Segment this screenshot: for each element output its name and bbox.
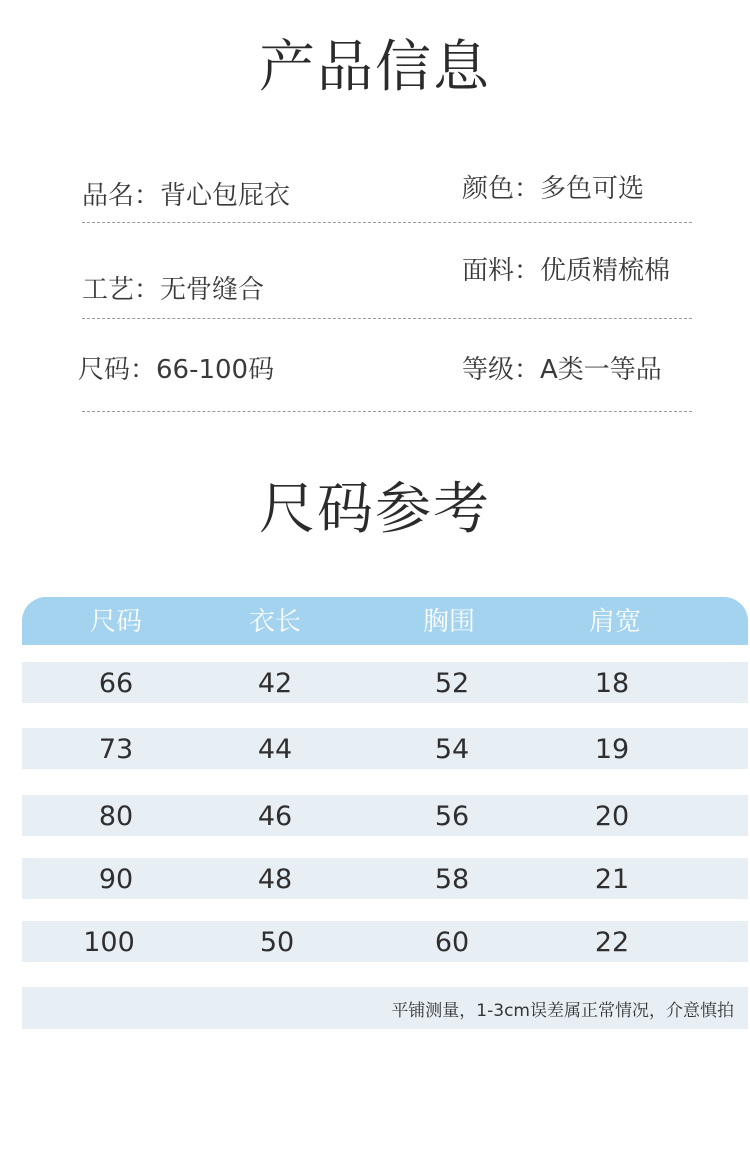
table-row bbox=[22, 728, 748, 769]
cell-size: 66 bbox=[98, 668, 134, 699]
cell-size: 73 bbox=[98, 734, 134, 765]
cell-length: 48 bbox=[257, 864, 293, 895]
color-text: 颜色：多色可选 bbox=[462, 174, 645, 204]
header-size: 尺码 bbox=[89, 607, 142, 637]
cell-length: 44 bbox=[257, 734, 293, 765]
measurement-note-bar bbox=[22, 987, 748, 1029]
cell-length: 42 bbox=[257, 668, 293, 699]
info-row-craft-fabric bbox=[82, 318, 692, 319]
cell-size: 100 bbox=[83, 927, 135, 958]
product-name-text: 品名：背心包屁衣 bbox=[82, 181, 291, 211]
cell-shoulder: 18 bbox=[594, 668, 630, 699]
table-row bbox=[22, 921, 748, 962]
product-info-title: 产品信息 bbox=[259, 35, 491, 100]
cell-chest: 54 bbox=[434, 734, 470, 765]
measurement-note: 平铺测量，1-3cm误差属正常情况，介意慎拍 bbox=[391, 1001, 734, 1021]
grade-text: 等级：A类一等品 bbox=[462, 355, 662, 385]
cell-shoulder: 21 bbox=[594, 864, 630, 895]
cell-length: 46 bbox=[257, 801, 293, 832]
table-row bbox=[22, 795, 748, 836]
cell-length: 50 bbox=[259, 927, 295, 958]
table-header bbox=[22, 597, 748, 645]
info-row-name-color bbox=[82, 222, 692, 223]
size-range-text: 尺码：66-100码 bbox=[78, 355, 275, 385]
info-row-size-grade bbox=[82, 411, 692, 412]
cell-shoulder: 19 bbox=[594, 734, 630, 765]
cell-chest: 58 bbox=[434, 864, 470, 895]
cell-chest: 56 bbox=[434, 801, 470, 832]
cell-chest: 52 bbox=[434, 668, 470, 699]
table-row bbox=[22, 662, 748, 703]
cell-size: 80 bbox=[98, 801, 134, 832]
craft-text: 工艺：无骨缝合 bbox=[82, 275, 265, 305]
cell-shoulder: 22 bbox=[594, 927, 630, 958]
table-row bbox=[22, 858, 748, 899]
header-shoulder: 肩宽 bbox=[588, 607, 641, 637]
cell-size: 90 bbox=[98, 864, 134, 895]
header-length: 衣长 bbox=[248, 607, 301, 637]
cell-shoulder: 20 bbox=[594, 801, 630, 832]
cell-chest: 60 bbox=[434, 927, 470, 958]
fabric-text: 面料：优质精梳棉 bbox=[462, 256, 671, 286]
header-chest: 胸围 bbox=[422, 607, 475, 637]
size-reference-title: 尺码参考 bbox=[259, 477, 491, 542]
